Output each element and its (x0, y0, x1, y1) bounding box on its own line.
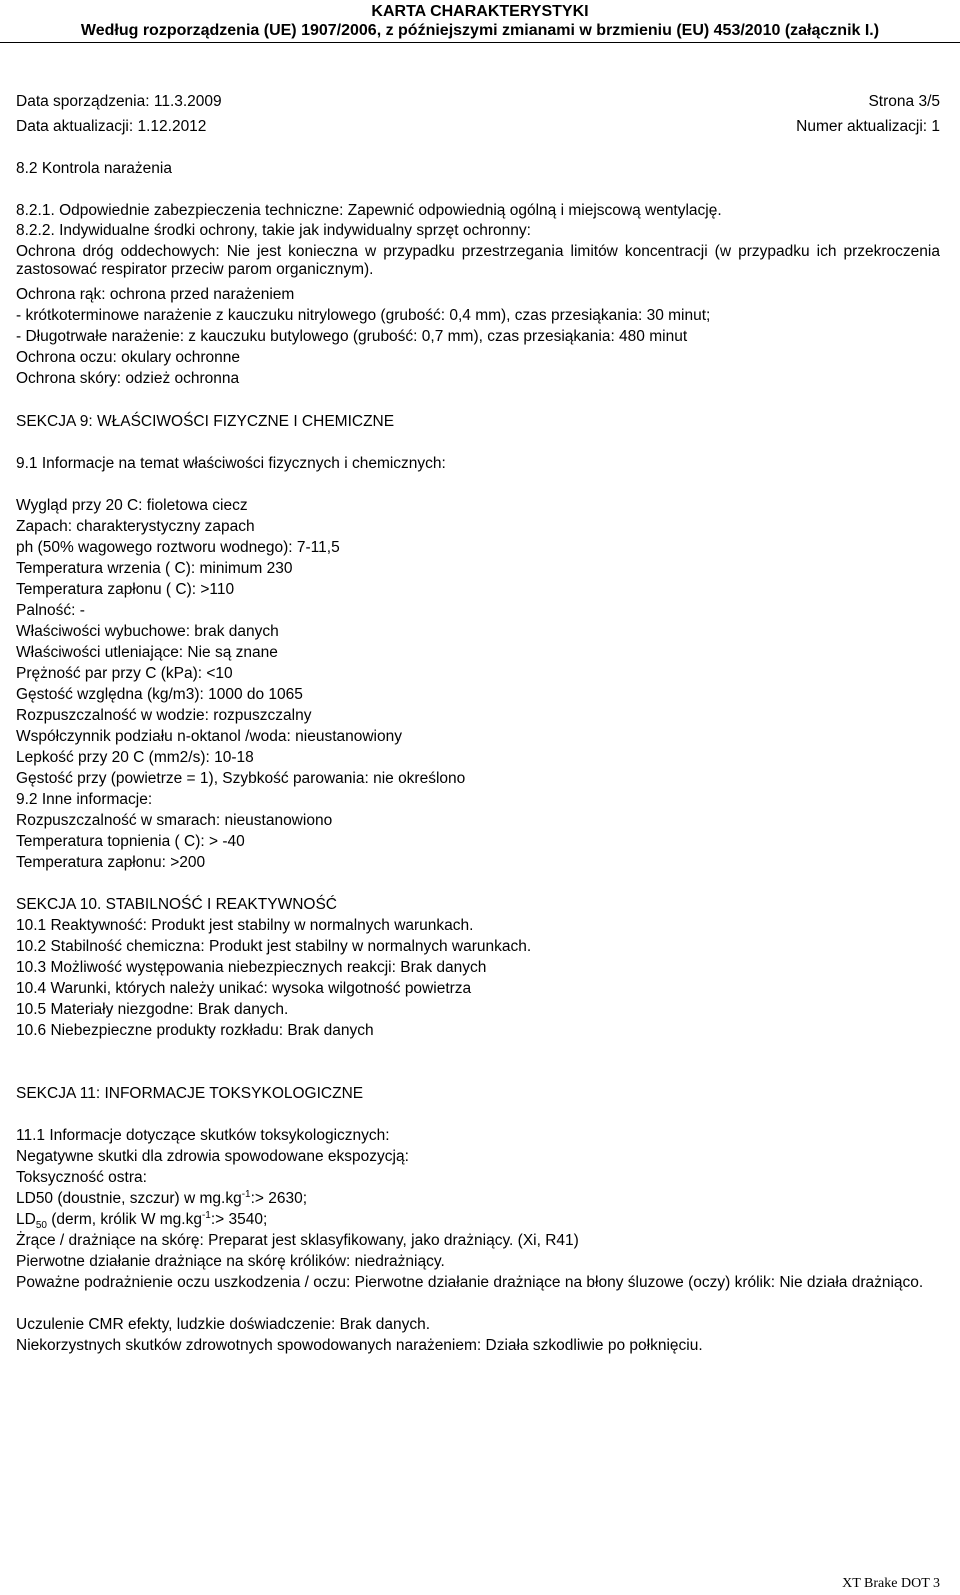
s9-property: Temperatura zapłonu ( C): >110 (16, 581, 235, 598)
footer-product-name: XT Brake DOT 3 (842, 1576, 940, 1591)
s9-property: Wygląd przy 20 C: fioletowa ciecz (16, 497, 248, 514)
s8-engineering-controls: 8.2.1. Odpowiednie zabezpieczenia techniczne: Zapewnić odpowiednią ogólną i miejscową wentylację. (16, 202, 722, 219)
s9-property: Rozpuszczalność w smarach: nieustanowiono (16, 812, 333, 829)
s8-skin-protection: Ochrona skóry: odzież ochronna (16, 370, 240, 387)
s11-ld50-dermal: $LD_{50}$ (derm, królik W $mg.kg^{-1}:> 3540$; (16, 1209, 268, 1232)
s10-item: 10.2 Stabilność chemiczna: Produkt jest stabilny w normalnych warunkach. (16, 938, 532, 955)
document-header (0, 0, 960, 40)
s8-long-term-exposure: - Długotrwałe narażenie: z kauczuku butylowego (grubość: 0,7 mm), czas przesiąkania: 480 minut (16, 328, 688, 345)
s9-property: Właściwości wybuchowe: brak danych (16, 623, 279, 640)
section-9-heading: SEKCJA 9: WŁAŚCIWOŚCI FIZYCZNE I CHEMICZNE (16, 413, 395, 430)
document-title: KARTA CHARAKTERYSTYKI (371, 3, 589, 20)
s9-property: Gęstość przy (powietrze = 1), Szybkość parowania: nie określono (16, 770, 466, 787)
s10-item: 10.6 Niebezpieczne produkty rozkładu: Brak danych (16, 1022, 374, 1039)
s8-eye-protection: Ochrona oczu: okulary ochronne (16, 349, 241, 366)
s8-ppe-heading: 8.2.2. Indywidualne środki ochrony, takie jak indywidualny sprzęt ochronny: (16, 222, 531, 239)
s11-skin-corrosion: Żrące / drażniące na skórę: Preparat jest sklasyfikowany, jako drażniący. (Xi, R41) (16, 1232, 579, 1249)
s8-hand-protection: Ochrona rąk: ochrona przed narażeniem (16, 286, 295, 303)
s9-property: Temperatura topnienia ( C): > -40 (16, 833, 245, 850)
section-10-heading: SEKCJA 10. STABILNOŚĆ I REAKTYWNOŚĆ (16, 896, 337, 913)
s11-ld50-oral: LD50 (doustnie, szczur) w $mg.kg^{-1}:> 2630$; (16, 1188, 308, 1207)
s10-item: 10.4 Warunki, których należy unikać: wysoka wilgotność powietrza (16, 980, 472, 997)
section-8-2-heading: 8.2 Kontrola narażenia (16, 160, 172, 177)
s10-item: 10.3 Możliwość występowania niebezpiecznych reakcji: Brak danych (16, 959, 487, 976)
header-divider (0, 42, 960, 43)
s9-property: Temperatura wrzenia ( C): minimum 230 (16, 560, 293, 577)
s11-adverse-effects: Niekorzystnych skutków zdrowotnych spowodowanych narażeniem: Działa szkodliwie po połknięciu. (16, 1337, 703, 1354)
s10-item: 10.5 Materiały niezgodne: Brak danych. (16, 1001, 289, 1018)
s9-property: Współczynnik podziału n-oktanol /woda: nieustanowiony (16, 728, 402, 745)
s9-other-info-heading: 9.2 Inne informacje: (16, 791, 153, 808)
section-11-heading: SEKCJA 11: INFORMACJE TOKSYKOLOGICZNE (16, 1085, 364, 1102)
meta-row-2 (16, 118, 940, 136)
s11-eye-damage: Poważne podrażnienie oczu uszkodzenia / oczu: Pierwotne działanie drażniące na błony śluzowe (oczy) królik: Nie działa drażniąco. (16, 1274, 924, 1291)
s9-property: Zapach: charakterystyczny zapach (16, 518, 255, 535)
s8-respiratory-protection: Ochrona dróg oddechowych: Nie jest konieczna w przypadku przestrzegania limitów koncentracji (w przypadku ich przekroczenia zastosować respirator przeciw parom organicznym). (16, 243, 940, 278)
s9-property: ph (50% wagowego roztworu wodnego): 7-11,5 (16, 539, 340, 556)
s9-subheading: 9.1 Informacje na temat właściwości fizycznych i chemicznych: (16, 455, 446, 472)
s11-cmr-effects: Uczulenie CMR efekty, ludzkie doświadczenie: Brak danych. (16, 1316, 431, 1333)
s10-item: 10.1 Reaktywność: Produkt jest stabilny w normalnych warunkach. (16, 917, 474, 934)
prepared-date: Data sporządzenia: 11.3.2009 (16, 93, 222, 110)
s9-property: Lepkość przy 20 C (mm2/s): 10-18 (16, 749, 254, 766)
s11-skin-irritation: Pierwotne działanie drażniące na skórę królików: niedrażniący. (16, 1253, 445, 1270)
meta-row-1 (16, 93, 940, 111)
page-number: Strona 3/5 (868, 93, 940, 110)
revision-number: Numer aktualizacji: 1 (796, 118, 940, 135)
s9-property: Palność: - (16, 602, 85, 619)
s8-short-term-exposure: - krótkoterminowe narażenie z kauczuku nitrylowego (grubość: 0,4 mm), czas przesiąkania: 30 minut; (16, 307, 711, 324)
s9-property: Prężność par przy C (kPa): <10 (16, 665, 233, 682)
s9-property: Temperatura zapłonu: >200 (16, 854, 206, 871)
s9-property: Rozpuszczalność w wodzie: rozpuszczalny (16, 707, 312, 724)
s11-health-effects: Negatywne skutki dla zdrowia spowodowane ekspozycją: (16, 1148, 409, 1165)
updated-date: Data aktualizacji: 1.12.2012 (16, 118, 207, 135)
s9-property: Gęstość względna (kg/m3): 1000 do 1065 (16, 686, 303, 703)
s9-property: Właściwości utleniające: Nie są znane (16, 644, 278, 661)
s11-subheading: 11.1 Informacje dotyczące skutków toksykologicznych: (16, 1127, 390, 1144)
s11-acute-toxicity: Toksyczność ostra: (16, 1169, 147, 1186)
document-subtitle: Według rozporządzenia (UE) 1907/2006, z późniejszymi zmianami w brzmieniu (EU) 453/2010 (załącznik I.) (80, 22, 880, 39)
